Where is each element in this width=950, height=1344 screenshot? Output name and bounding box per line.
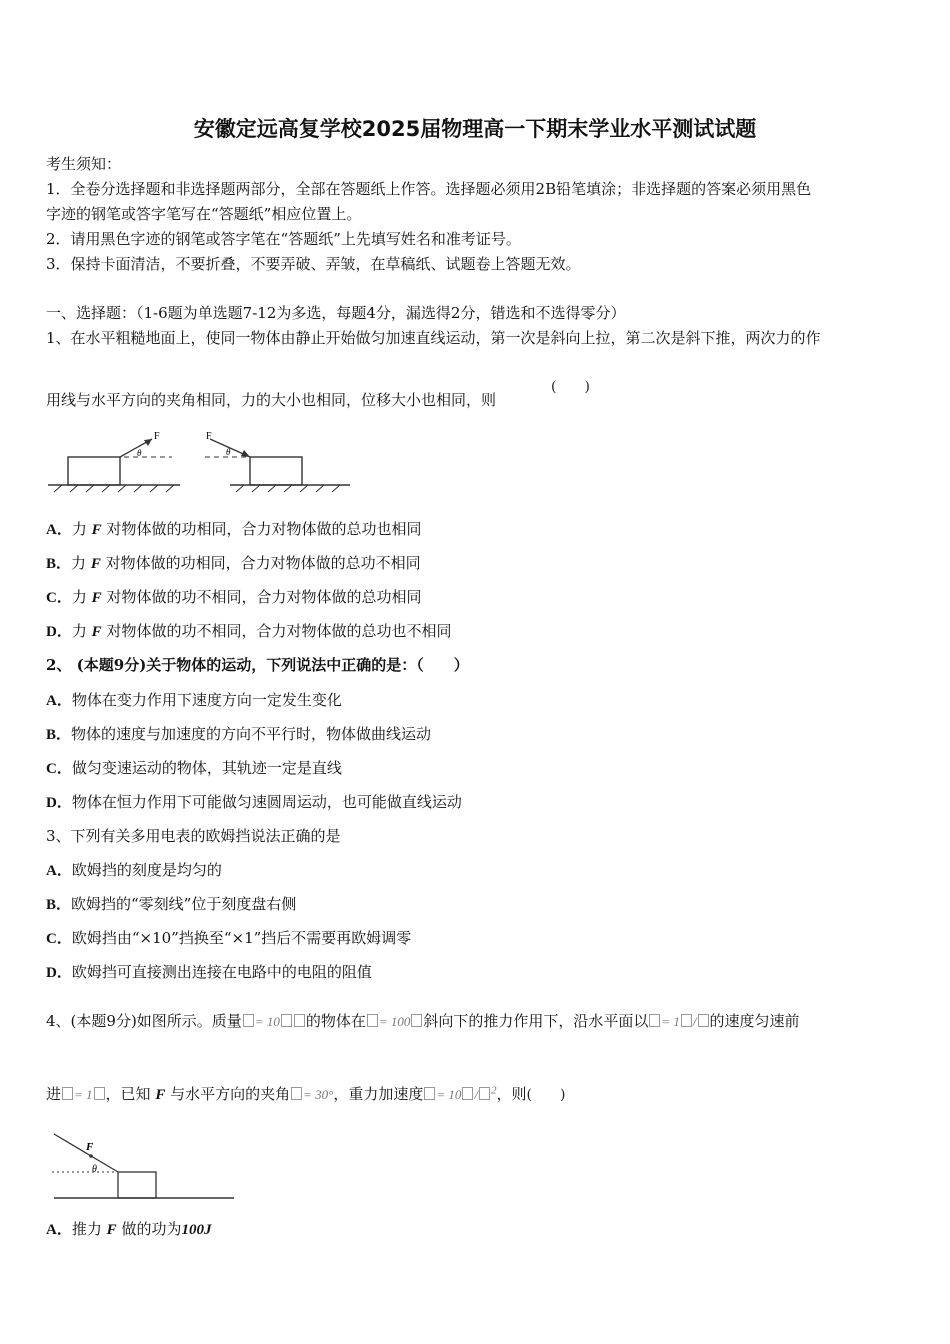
math-mass: = 10 [242, 1014, 306, 1029]
question-1-figure [40, 425, 360, 500]
math-velocity: = 1 / [648, 1014, 709, 1029]
question-1-stem: 1、在水平粗糙地面上，使同一物体由静止开始做匀加速直线运动，第一次是斜向上拉，第二次是斜下推，两次力的作 [46, 329, 821, 347]
math-force: = 100 [366, 1014, 424, 1029]
force-label: F [86, 1141, 94, 1153]
force-label: F [154, 431, 160, 442]
option: A．力 F 对物体做的功相同，合力对物体做的总功也相同 [46, 520, 422, 538]
option: D．力 F 对物体做的功不相同，合力对物体做的总功也不相同 [46, 622, 452, 640]
option: C．力 F 对物体做的功不相同，合力对物体做的总功相同 [46, 588, 422, 606]
notice-item: 字迹的钢笔或答字笔写在“答题纸”相应位置上。 [46, 205, 362, 223]
question-2-stem: 2、 (本题9分)关于物体的运动，下列说法中正确的是：（ ） [46, 656, 469, 674]
math-angle: = 30° [290, 1087, 333, 1102]
angle-label: θ [226, 447, 231, 457]
notice-item: 3．保持卡面清洁，不要折叠，不要弄破、弄皱，在草稿纸、试题卷上答题无效。 [46, 255, 581, 273]
figure-push [205, 431, 350, 492]
section-heading: 一、选择题：（1-6题为单选题7-12为多选，每题4分，漏选得2分，错选和不选得零分） [46, 304, 626, 322]
option: D．欧姆挡可直接测出连接在电路中的电阻的阻值 [46, 963, 372, 981]
notice-item: 1．全卷分选择题和非选择题两部分，全部在答题纸上作答。选择题必须用2B铅笔填涂；非选择题的答案必须用黑色 [46, 180, 812, 198]
page-title: 安徽定远高复学校2025届物理高一下期末学业水平测试试题 [193, 117, 757, 141]
force-label: F [206, 431, 212, 442]
question-4-figure [44, 1126, 244, 1206]
option: B．力 F 对物体做的功相同，合力对物体做的总功不相同 [46, 554, 421, 572]
question-4-stem: 4、(本题9分)如图所示。质量 = 10 的物体在 = 100 斜向下的推力作用下，沿水平面以 = 1 / 的速度匀速前 [46, 1012, 800, 1030]
option: B．物体的速度与加速度的方向不平行时，物体做曲线运动 [46, 725, 432, 743]
option: D．物体在恒力作用下可能做匀速圆周运动，也可能做直线运动 [46, 793, 462, 811]
answer-paren: ( ) [551, 379, 590, 395]
math-displacement: = 1 [61, 1087, 106, 1102]
angle-label: θ [92, 1164, 97, 1175]
option: A．欧姆挡的刻度是均匀的 [46, 861, 222, 879]
option: C．欧姆挡由“×10”挡换至“×1”挡后不需要再欧姆调零 [46, 929, 412, 947]
option: C．做匀变速运动的物体，其轨迹一定是直线 [46, 759, 342, 777]
option: B．欧姆挡的“零刻线”位于刻度盘右侧 [46, 895, 297, 913]
option: A．物体在变力作用下速度方向一定发生变化 [46, 691, 342, 709]
figure-pull [48, 431, 180, 492]
option: A．推力 F 做的功为100J [46, 1220, 212, 1238]
angle-label: θ [137, 448, 142, 458]
notice-item: 2．请用黑色字迹的钢笔或答字笔在“答题纸”上先填写姓名和准考证号。 [46, 230, 521, 248]
question-1-stem-cont: 用线与水平方向的夹角相同，力的大小也相同，位移大小也相同，则 [46, 391, 497, 409]
notice-heading: 考生须知： [46, 155, 122, 173]
math-gravity: = 10 / $^2$ [423, 1087, 496, 1102]
answer-paren: ( ) [526, 1087, 566, 1103]
question-4-stem-cont: 进 = 1 ，已知 F 与水平方向的夹角 = 30°，重力加速度 = 10 / $^2$，则( ) [46, 1084, 566, 1103]
question-3-stem: 3、下列有关多用电表的欧姆挡说法正确的是 [46, 827, 341, 845]
